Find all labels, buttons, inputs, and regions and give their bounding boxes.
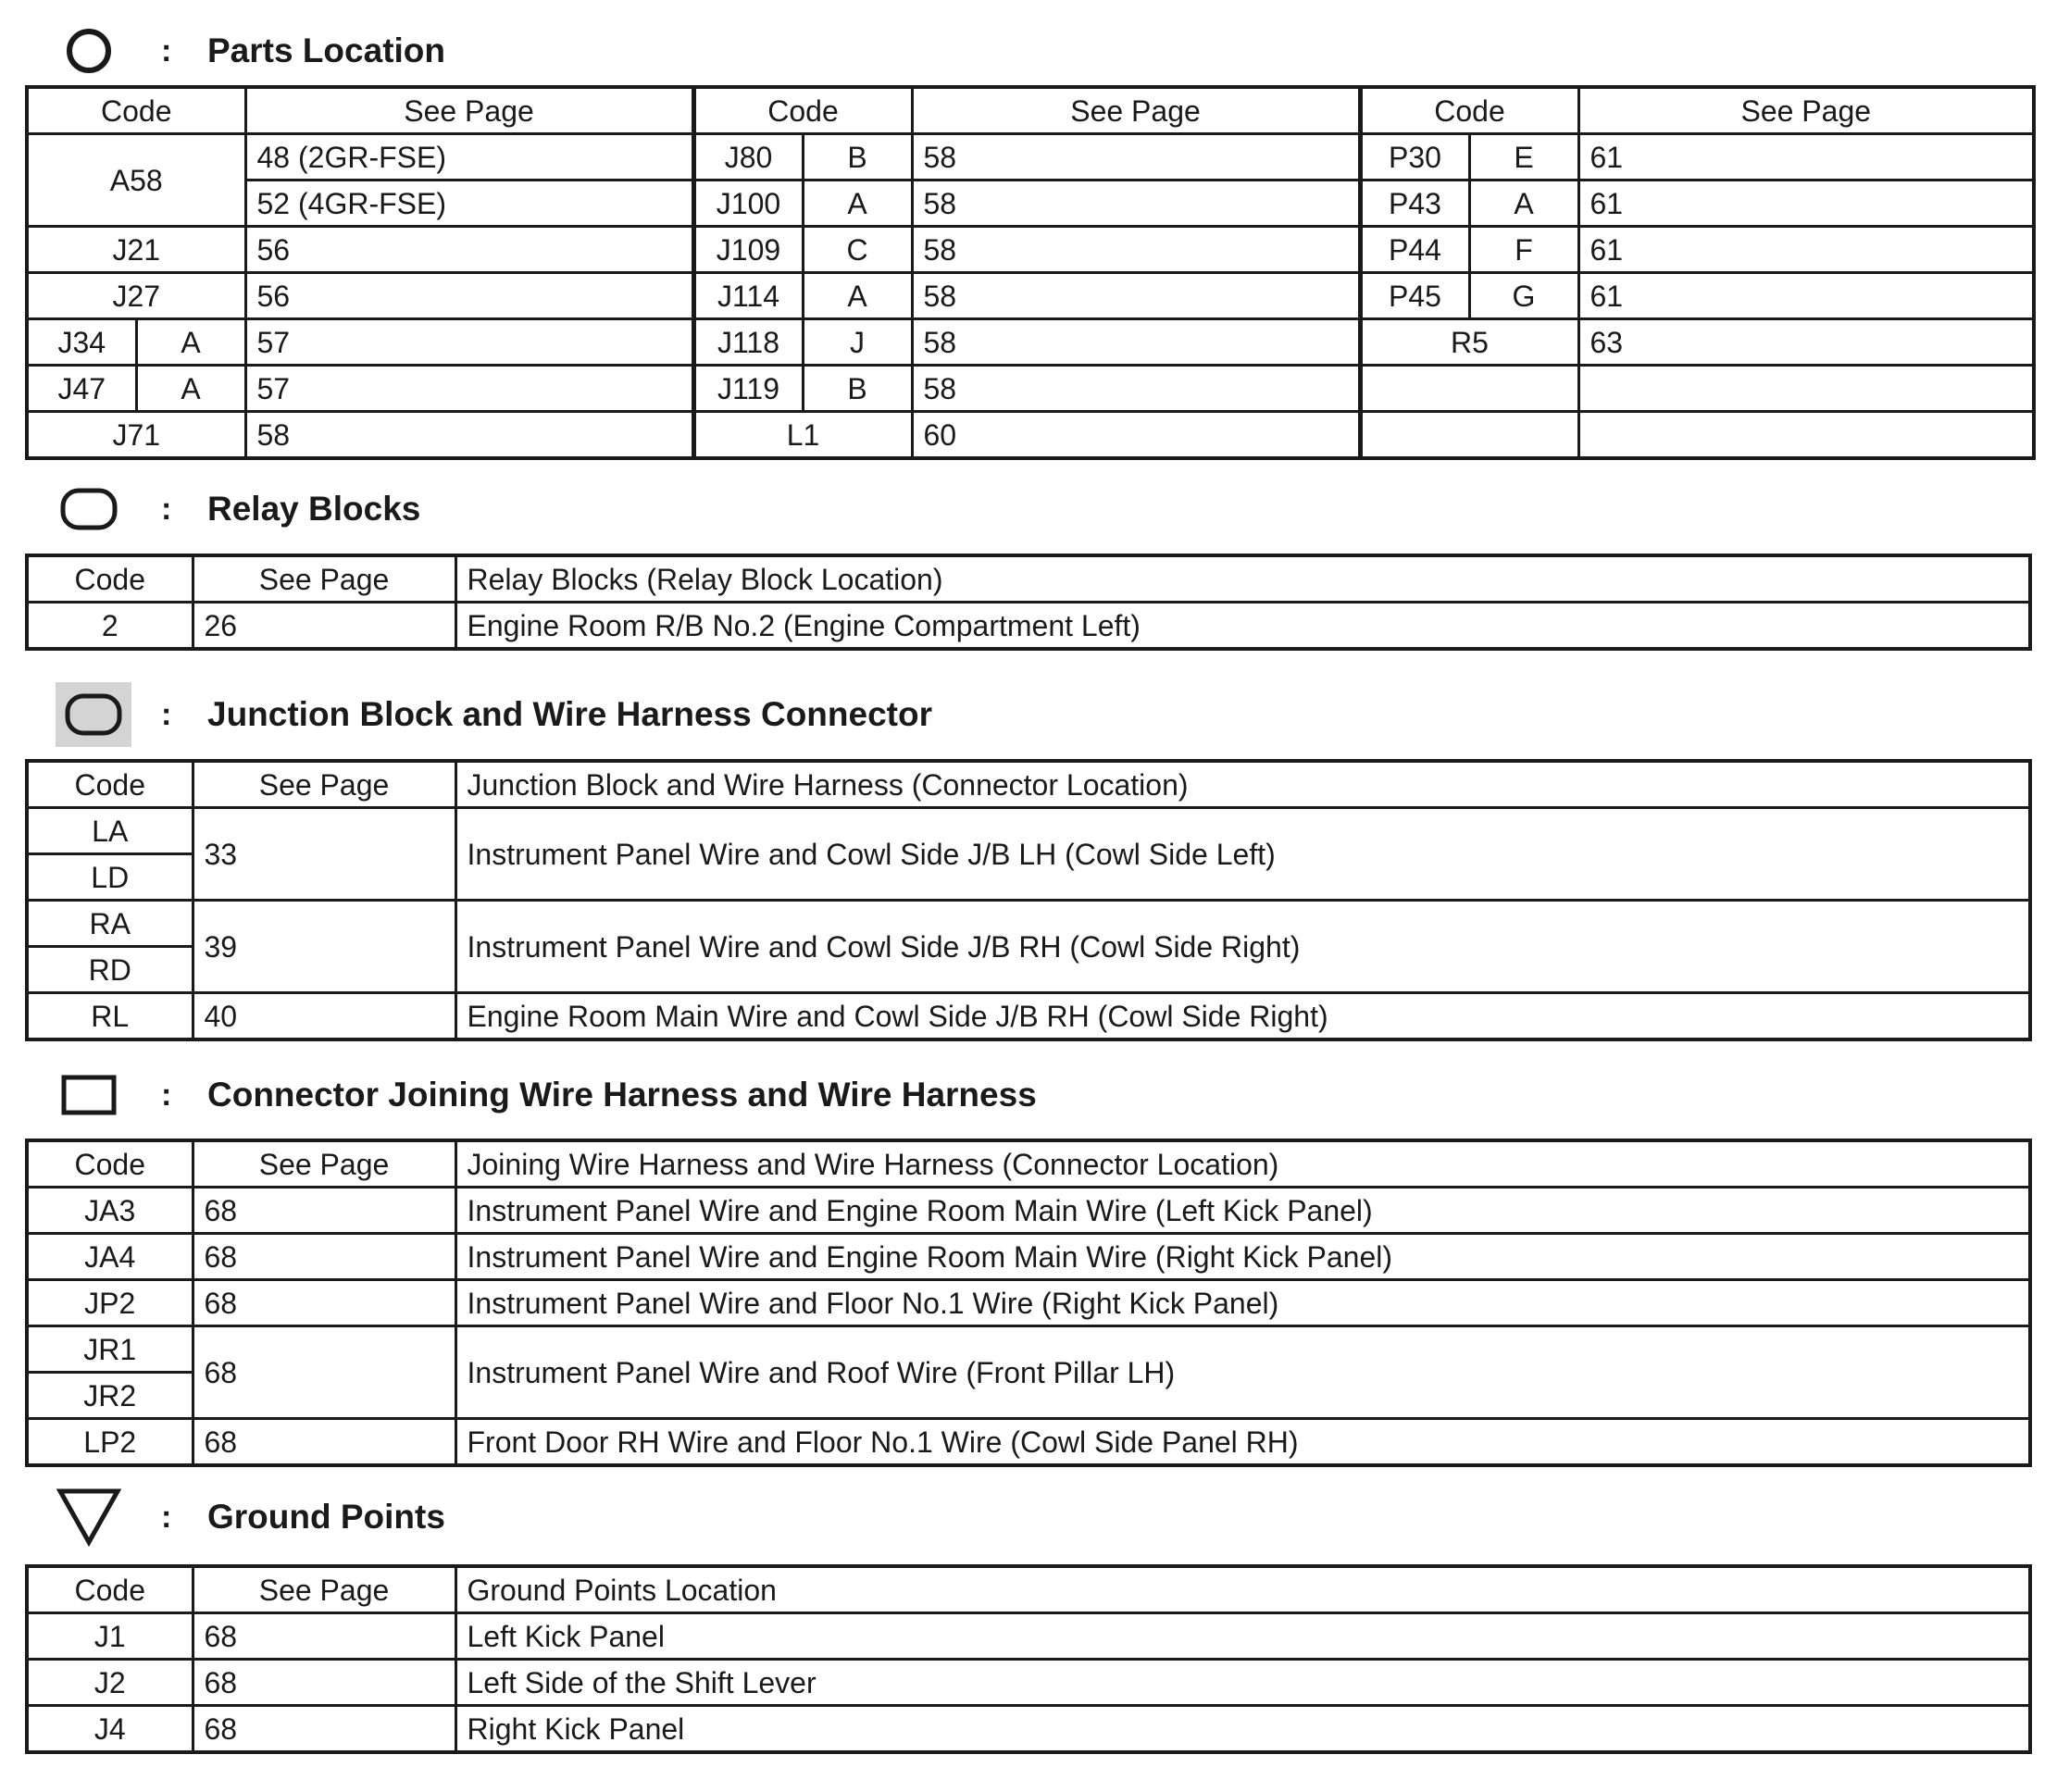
table-row	[27, 227, 2034, 273]
description-cell: Right Kick Panel	[455, 1706, 2030, 1753]
empty-cell	[1578, 412, 2034, 459]
sub-cell: A	[136, 366, 245, 412]
ground-points-heading	[56, 1485, 445, 1549]
description-cell: Instrument Panel Wire and Cowl Side J/B RH (Cowl Side Right)	[455, 901, 2030, 993]
header-code: Code	[27, 1140, 193, 1188]
code-cell: A58	[27, 134, 245, 227]
code-cell: J27	[27, 273, 245, 319]
header-see-page: See Page	[245, 87, 693, 134]
page-cell: 58	[912, 134, 1360, 180]
code-cell: J21	[27, 227, 245, 273]
table-row	[27, 1613, 2030, 1660]
sub-cell: B	[803, 134, 912, 180]
code-value: RD	[29, 945, 192, 991]
header-description: Joining Wire Harness and Wire Harness (Connector Location)	[455, 1140, 2030, 1188]
table-row	[27, 1706, 2030, 1753]
page-cell: 56	[245, 227, 693, 273]
code-cell: P45	[1360, 273, 1469, 319]
page-cell: 58	[912, 273, 1360, 319]
code-cell	[27, 808, 193, 901]
page-cell: 68	[193, 1234, 455, 1280]
sub-cell: G	[1469, 273, 1578, 319]
page-cell: 68	[193, 1188, 455, 1234]
code-value: LD	[29, 852, 192, 899]
table-row	[27, 603, 2030, 650]
page-cell: 58	[912, 227, 1360, 273]
sub-cell: A	[136, 319, 245, 366]
empty-cell	[1578, 366, 2034, 412]
circle-icon	[56, 20, 122, 81]
code-cell	[27, 901, 193, 993]
description-cell: Instrument Panel Wire and Engine Room Main Wire (Right Kick Panel)	[455, 1234, 2030, 1280]
page-cell: 58	[912, 180, 1360, 227]
sub-cell: A	[803, 180, 912, 227]
page-cell: 57	[245, 366, 693, 412]
code-cell: J80	[693, 134, 803, 180]
code-cell: J4	[27, 1706, 193, 1753]
table-header-row	[27, 555, 2030, 603]
page-cell: 68	[193, 1613, 455, 1660]
triangle-down-icon	[56, 1487, 122, 1548]
code-cell: JA3	[27, 1188, 193, 1234]
description-cell: Instrument Panel Wire and Cowl Side J/B LH (Cowl Side Left)	[455, 808, 2030, 901]
page-cell: 33	[193, 808, 455, 901]
description-cell: Left Kick Panel	[455, 1613, 2030, 1660]
table-row	[27, 366, 2034, 412]
code-cell: LP2	[27, 1419, 193, 1466]
description-cell: Engine Room R/B No.2 (Engine Compartment Left)	[455, 603, 2030, 650]
page-cell: 56	[245, 273, 693, 319]
sub-cell: C	[803, 227, 912, 273]
table-row	[27, 134, 2034, 180]
header-see-page: See Page	[193, 1566, 455, 1613]
code-cell: P30	[1360, 134, 1469, 180]
parts-location-heading	[56, 19, 445, 83]
page-cell: 68	[193, 1419, 455, 1466]
page-cell: 26	[193, 603, 455, 650]
section-title: Connector Joining Wire Harness and Wire Harness	[207, 1076, 1037, 1114]
header-see-page: See Page	[193, 555, 455, 603]
sub-cell: E	[1469, 134, 1578, 180]
page-cell: 40	[193, 993, 455, 1040]
header-description: Junction Block and Wire Harness (Connector Location)	[455, 761, 2030, 808]
empty-cell	[1360, 366, 1578, 412]
header-see-page: See Page	[193, 1140, 455, 1188]
parts-location-table	[25, 85, 2036, 460]
table-header-row	[27, 1566, 2030, 1613]
page-cell: 68	[193, 1660, 455, 1706]
table-header-row	[27, 761, 2030, 808]
page-cell: 61	[1578, 134, 2034, 180]
sub-cell: A	[803, 273, 912, 319]
code-cell: J118	[693, 319, 803, 366]
table-row	[27, 993, 2030, 1040]
code-cell: R5	[1360, 319, 1578, 366]
code-cell: J34	[27, 319, 136, 366]
header-code: Code	[1360, 87, 1578, 134]
colon: :	[161, 32, 172, 68]
colon: :	[161, 1076, 172, 1113]
square-icon	[56, 1064, 122, 1126]
code-cell: JP2	[27, 1280, 193, 1326]
header-code: Code	[27, 87, 245, 134]
page-cell: 57	[245, 319, 693, 366]
table-row	[27, 319, 2034, 366]
table-row	[27, 412, 2034, 459]
rounded-rectangle-icon	[56, 479, 122, 540]
header-description: Relay Blocks (Relay Block Location)	[455, 555, 2030, 603]
page-cell: 61	[1578, 273, 2034, 319]
empty-cell	[1360, 412, 1578, 459]
header-code: Code	[27, 555, 193, 603]
table-row	[27, 1280, 2030, 1326]
header-see-page: See Page	[912, 87, 1360, 134]
code-cell: RL	[27, 993, 193, 1040]
table-row	[27, 808, 2030, 901]
sub-cell: A	[1469, 180, 1578, 227]
ground-points-table	[25, 1564, 2032, 1754]
section-title: Ground Points	[207, 1498, 445, 1536]
page-cell: 68	[193, 1706, 455, 1753]
code-cell: L1	[693, 412, 912, 459]
code-value: JR2	[29, 1371, 192, 1417]
page-cell: 58	[912, 319, 1360, 366]
junction-block-table	[25, 759, 2032, 1041]
table-row	[27, 1234, 2030, 1280]
description-cell: Instrument Panel Wire and Engine Room Main Wire (Left Kick Panel)	[455, 1188, 2030, 1234]
table-row	[27, 180, 2034, 227]
junction-block-heading	[56, 682, 932, 747]
section-title: Relay Blocks	[207, 490, 421, 528]
section-title: Junction Block and Wire Harness Connector	[207, 695, 932, 733]
code-value: RA	[89, 906, 131, 940]
header-see-page: See Page	[1578, 87, 2034, 134]
code-cell: P43	[1360, 180, 1469, 227]
code-cell: J47	[27, 366, 136, 412]
header-code: Code	[27, 761, 193, 808]
description-cell: Front Door RH Wire and Floor No.1 Wire (Cowl Side Panel RH)	[455, 1419, 2030, 1466]
code-cell: J100	[693, 180, 803, 227]
table-row	[27, 1419, 2030, 1466]
code-cell: J114	[693, 273, 803, 319]
table-header-row	[27, 87, 2034, 134]
description-cell: Instrument Panel Wire and Roof Wire (Front Pillar LH)	[455, 1326, 2030, 1419]
sub-cell: B	[803, 366, 912, 412]
table-header-row	[27, 1140, 2030, 1188]
code-cell: J1	[27, 1613, 193, 1660]
sub-cell: J	[803, 319, 912, 366]
code-cell: 2	[27, 603, 193, 650]
table-row	[27, 273, 2034, 319]
page-cell: 60	[912, 412, 1360, 459]
code-cell: J2	[27, 1660, 193, 1706]
page-cell: 48 (2GR-FSE)	[245, 134, 693, 180]
code-cell: P44	[1360, 227, 1469, 273]
page-cell: 61	[1578, 180, 2034, 227]
code-cell: JA4	[27, 1234, 193, 1280]
description-cell: Left Side of the Shift Lever	[455, 1660, 2030, 1706]
colon: :	[161, 491, 172, 527]
shaded-rounded-rectangle-icon	[56, 682, 131, 747]
code-cell: J119	[693, 366, 803, 412]
header-code: Code	[27, 1566, 193, 1613]
code-cell	[27, 1326, 193, 1419]
header-see-page: See Page	[193, 761, 455, 808]
page-cell: 68	[193, 1280, 455, 1326]
page-cell: 61	[1578, 227, 2034, 273]
page-cell: 63	[1578, 319, 2034, 366]
section-title: Parts Location	[207, 31, 445, 69]
page-cell: 58	[912, 366, 1360, 412]
page-cell: 58	[245, 412, 693, 459]
table-row	[27, 1188, 2030, 1234]
joining-connector-table	[25, 1139, 2032, 1467]
sub-cell: F	[1469, 227, 1578, 273]
code-cell: J71	[27, 412, 245, 459]
colon: :	[161, 1499, 172, 1535]
header-description: Ground Points Location	[455, 1566, 2030, 1613]
joining-connector-heading	[56, 1063, 1037, 1127]
page-cell: 52 (4GR-FSE)	[245, 180, 693, 227]
page-cell: 39	[193, 901, 455, 993]
table-row	[27, 1660, 2030, 1706]
description-cell: Instrument Panel Wire and Floor No.1 Wire (Right Kick Panel)	[455, 1280, 2030, 1326]
colon: :	[161, 696, 172, 732]
description-cell: Engine Room Main Wire and Cowl Side J/B RH (Cowl Side Right)	[455, 993, 2030, 1040]
table-row	[27, 1326, 2030, 1419]
code-cell: J109	[693, 227, 803, 273]
page-cell: 68	[193, 1326, 455, 1419]
header-code: Code	[693, 87, 912, 134]
relay-blocks-table	[25, 554, 2032, 651]
table-row	[27, 901, 2030, 993]
code-value: JR1	[83, 1332, 137, 1366]
code-value: LA	[92, 814, 129, 848]
relay-blocks-heading	[56, 477, 420, 541]
